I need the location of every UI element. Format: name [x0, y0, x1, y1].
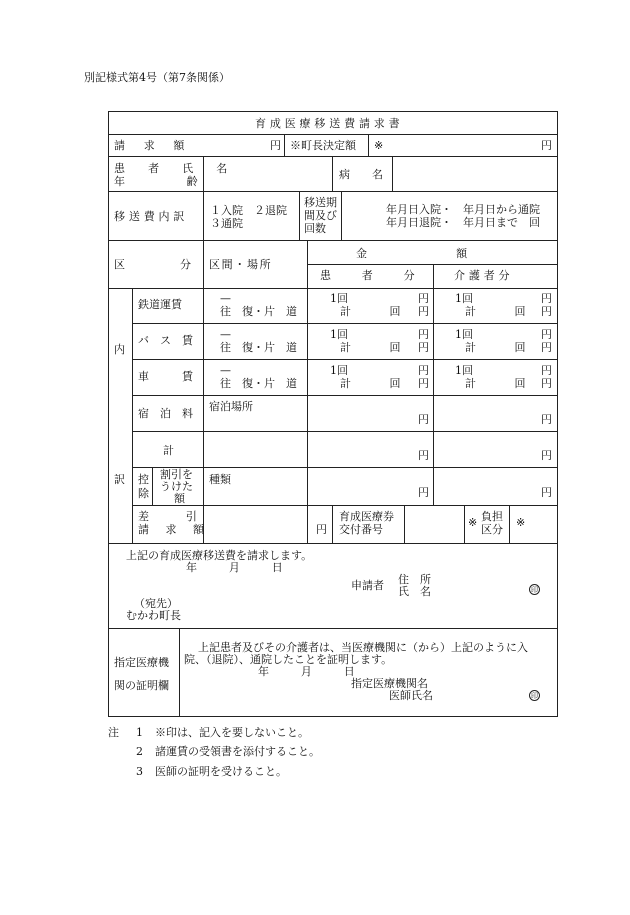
billing-yen: 円	[270, 139, 281, 152]
period-label-1: 移送期	[304, 196, 337, 209]
certificate-no-label-2: 交付番号	[339, 523, 383, 536]
note-1-number: 1	[136, 726, 143, 739]
car-dash: —	[220, 364, 231, 377]
net-yen: 円	[316, 523, 327, 536]
addressee-label: （宛先）	[134, 597, 178, 610]
rail-patient-once: 1回	[330, 292, 348, 305]
form-title: 育成医療移送費請求書	[255, 117, 404, 130]
transport-option-3: ３通院	[210, 217, 243, 230]
car-care-once: 1回	[455, 364, 473, 377]
car-patient-total: 計 回	[340, 377, 406, 390]
certification-label-1: 指定医療機	[114, 656, 169, 669]
doctor-name-label: 医師氏名	[389, 689, 433, 702]
rail-care-yen2: 円	[541, 305, 552, 318]
burden-label-2: 区分	[481, 523, 503, 536]
lodging-place-label: 宿泊場所	[209, 400, 253, 413]
certificate-no-label-1: 育成医療券	[339, 510, 394, 523]
caregiver-col-header: 介護者分	[454, 269, 514, 282]
applicant-seal-icon: 印	[531, 586, 538, 594]
car-care-yen2: 円	[541, 377, 552, 390]
deduction-kind-label: 種類	[209, 473, 231, 486]
rail-label: 鉄道運賃	[138, 298, 182, 311]
car-patient-once: 1回	[330, 364, 348, 377]
applicant-name-label: 氏 名	[398, 585, 431, 598]
section-header: 区間・場所	[209, 258, 273, 271]
discount-label-1: 割引を	[160, 468, 193, 481]
car-patient-yen2: 円	[418, 377, 429, 390]
note-1-text: ※印は、記入を要しないこと。	[155, 726, 309, 739]
bus-route: 往 復・片 道	[220, 341, 297, 354]
discount-label-2: うけた	[160, 480, 193, 493]
bus-care-yen2: 円	[541, 341, 552, 354]
applicant-label: 申請者	[351, 579, 384, 592]
applicant-address-label: 住 所	[398, 573, 431, 586]
burden-mark: ※	[468, 516, 478, 529]
deduction-care-yen: 円	[541, 486, 552, 499]
bus-patient-total: 計 回	[340, 341, 406, 354]
town-decided-yen: 円	[541, 139, 552, 152]
certification-text-1: 上記患者及びその介護者は、当医療機関に（から）上記のように入	[198, 641, 528, 654]
deduction-label-1: 控	[138, 473, 149, 486]
burden-label-1: 負担	[481, 510, 503, 523]
car-care-yen1: 円	[541, 364, 552, 377]
doctor-seal-icon: 印	[531, 692, 538, 700]
note-3-number: 3	[136, 765, 143, 778]
car-label: 車 賃	[138, 370, 193, 383]
period-line-2: 年月日退院・ 年月日まで 回	[386, 216, 540, 229]
billing-label: 請 求 額	[114, 139, 189, 152]
patient-age-label: 年 齢	[114, 175, 199, 188]
rail-dash: —	[220, 292, 231, 305]
total-care-yen: 円	[541, 449, 552, 462]
bus-dash: —	[220, 328, 231, 341]
bus-label: バ ス 賃	[138, 334, 193, 347]
transport-option-1-2: １入院 ２退院	[210, 204, 287, 217]
patient-col-header: 患 者 分	[320, 269, 425, 282]
certification-label-2: 関の証明欄	[114, 679, 169, 692]
bus-patient-yen2: 円	[418, 341, 429, 354]
certification-date: 年 月 日	[258, 665, 359, 678]
car-patient-yen1: 円	[418, 364, 429, 377]
request-text: 上記の育成医療移送費を請求します。	[126, 549, 313, 562]
lodging-label: 宿 泊 料	[138, 407, 193, 420]
period-label-2: 間及び	[304, 209, 337, 222]
net-label-1: 差 引	[138, 510, 202, 523]
rail-route: 往 復・片 道	[220, 305, 297, 318]
lodging-care-yen: 円	[541, 413, 552, 426]
addressee-name: むかわ町長	[126, 609, 181, 622]
uchiwake-label-2: 訳	[114, 473, 125, 486]
transport-label: 移送費内訳	[114, 210, 189, 223]
form-number-header: 別記様式第4号（第7条関係）	[84, 71, 230, 84]
bus-patient-once: 1回	[330, 328, 348, 341]
uchiwake-label-1: 内	[114, 343, 125, 356]
note-3-text: 医師の証明を受けること。	[155, 765, 287, 778]
amount-header: 金 額	[356, 247, 471, 260]
certification-text-2: 院、（退院）、通院したことを証明します。	[184, 653, 393, 666]
rail-care-total: 計 回	[465, 305, 531, 318]
town-decided-mark: ※	[374, 139, 384, 152]
note-2-text: 諸運賃の受領書を添付すること。	[155, 745, 320, 758]
period-label-3: 回数	[304, 222, 326, 235]
note-2-number: 2	[136, 745, 143, 758]
deduction-label-2: 除	[138, 487, 149, 500]
period-line-1: 年月日入院・ 年月日から通院	[386, 203, 540, 216]
car-route: 往 復・片 道	[220, 377, 297, 390]
bus-care-yen1: 円	[541, 328, 552, 341]
notes-head: 注	[108, 726, 119, 739]
deduction-patient-yen: 円	[418, 486, 429, 499]
discount-label-3: 額	[174, 492, 185, 505]
rail-care-yen1: 円	[541, 292, 552, 305]
rail-patient-yen2: 円	[418, 305, 429, 318]
rail-patient-total: 計 回	[340, 305, 406, 318]
burden-value-mark: ※	[516, 516, 526, 529]
car-care-total: 計 回	[465, 377, 531, 390]
disease-label: 病 名	[339, 168, 383, 181]
total-label: 計	[163, 444, 174, 457]
net-label-2: 請 求 額	[138, 523, 207, 536]
bus-patient-yen1: 円	[418, 328, 429, 341]
rail-care-once: 1回	[455, 292, 473, 305]
lodging-patient-yen: 円	[418, 413, 429, 426]
town-decided-label: ※町長決定額	[290, 139, 356, 152]
bus-care-total: 計 回	[465, 341, 531, 354]
request-date: 年 月 日	[186, 561, 287, 574]
institution-name-label: 指定医療機関名	[351, 677, 428, 690]
rail-patient-yen1: 円	[418, 292, 429, 305]
patient-name-label: 患 者 氏 名	[114, 162, 234, 175]
bus-care-once: 1回	[455, 328, 473, 341]
kubun-header: 区 分	[114, 258, 194, 271]
total-patient-yen: 円	[418, 449, 429, 462]
